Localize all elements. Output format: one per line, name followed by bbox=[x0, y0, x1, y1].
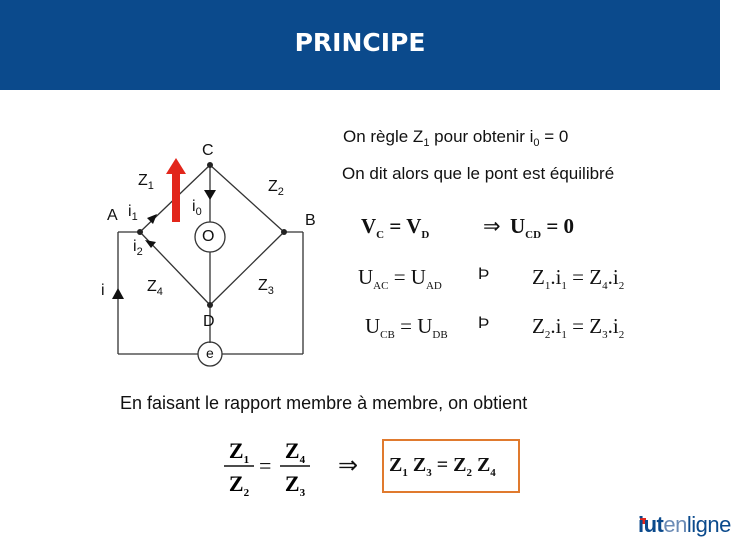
adjust-arrow-icon bbox=[166, 158, 186, 174]
implies-symbol-final: ⇒ bbox=[338, 453, 359, 479]
i0-label: $i_0$ bbox=[192, 198, 202, 218]
node-d-label: D bbox=[203, 313, 215, 330]
current-i1-arrow-icon bbox=[147, 214, 157, 224]
note-balanced: On dit alors que le pont est équilibré bbox=[342, 164, 615, 183]
i1-label: $i_1$ bbox=[128, 203, 138, 223]
fraction-denominator-left: $Z_2$ bbox=[228, 471, 250, 499]
node-a-dot bbox=[137, 229, 143, 235]
note-adjust: On règle $Z_1$ pour obtenir $i_0 = 0$ bbox=[343, 127, 569, 149]
node-a-label: A bbox=[107, 207, 118, 224]
fraction-equals: = bbox=[259, 453, 272, 478]
node-b-label: B bbox=[305, 212, 316, 229]
implies-symbol-2: Þ bbox=[478, 264, 490, 283]
fraction-numerator-right: $Z_4$ bbox=[284, 438, 306, 466]
node-c-dot bbox=[207, 162, 213, 168]
z1-label: $Z_1$ bbox=[138, 172, 154, 192]
ammeter-label: O bbox=[202, 228, 215, 245]
current-i-arrow-icon bbox=[112, 288, 124, 299]
current-i-label: i bbox=[101, 282, 105, 299]
balance-condition: $Z_1$ $Z_3 = Z_2$ $Z_4$ bbox=[389, 454, 496, 479]
equation-z2i1-z3i2: $Z_2.i_1 = Z_3.i_2$ bbox=[532, 314, 625, 341]
z2-label: $Z_2$ bbox=[268, 178, 284, 198]
implies-symbol-3: Þ bbox=[478, 313, 490, 332]
fraction-numerator-left: $Z_1$ bbox=[228, 438, 250, 466]
implies-symbol-1: ⇒ bbox=[483, 214, 501, 238]
conclusion-text: En faisant le rapport membre à membre, on obtient bbox=[120, 393, 528, 413]
page-title: PRINCIPE bbox=[294, 28, 426, 57]
equation-ucb-udb: $U_{CB} = U_{DB}$ bbox=[365, 314, 448, 341]
i2-label: $i_2$ bbox=[133, 238, 143, 258]
equation-potentials: $V_C = V_D$ bbox=[361, 214, 430, 241]
branch-z2 bbox=[210, 165, 284, 232]
equation-ucd: $U_{CD} = 0$ bbox=[510, 214, 575, 241]
generator-label: e bbox=[206, 345, 214, 361]
equation-z1i1-z4i2: $Z_1.i_1 = Z_4.i_2$ bbox=[532, 265, 625, 292]
z4-label: $Z_4$ bbox=[147, 278, 163, 298]
current-i0-arrow-icon bbox=[204, 190, 216, 200]
node-d-dot bbox=[207, 302, 213, 308]
fraction-denominator-right: $Z_3$ bbox=[284, 471, 306, 499]
node-b-dot bbox=[281, 229, 287, 235]
equation-uac-uad: $U_{AC} = U_{AD}$ bbox=[358, 265, 442, 292]
z3-label: $Z_3$ bbox=[258, 277, 274, 297]
node-c-label: C bbox=[202, 142, 214, 159]
iut-en-ligne-logo: iutenligne bbox=[638, 512, 731, 537]
